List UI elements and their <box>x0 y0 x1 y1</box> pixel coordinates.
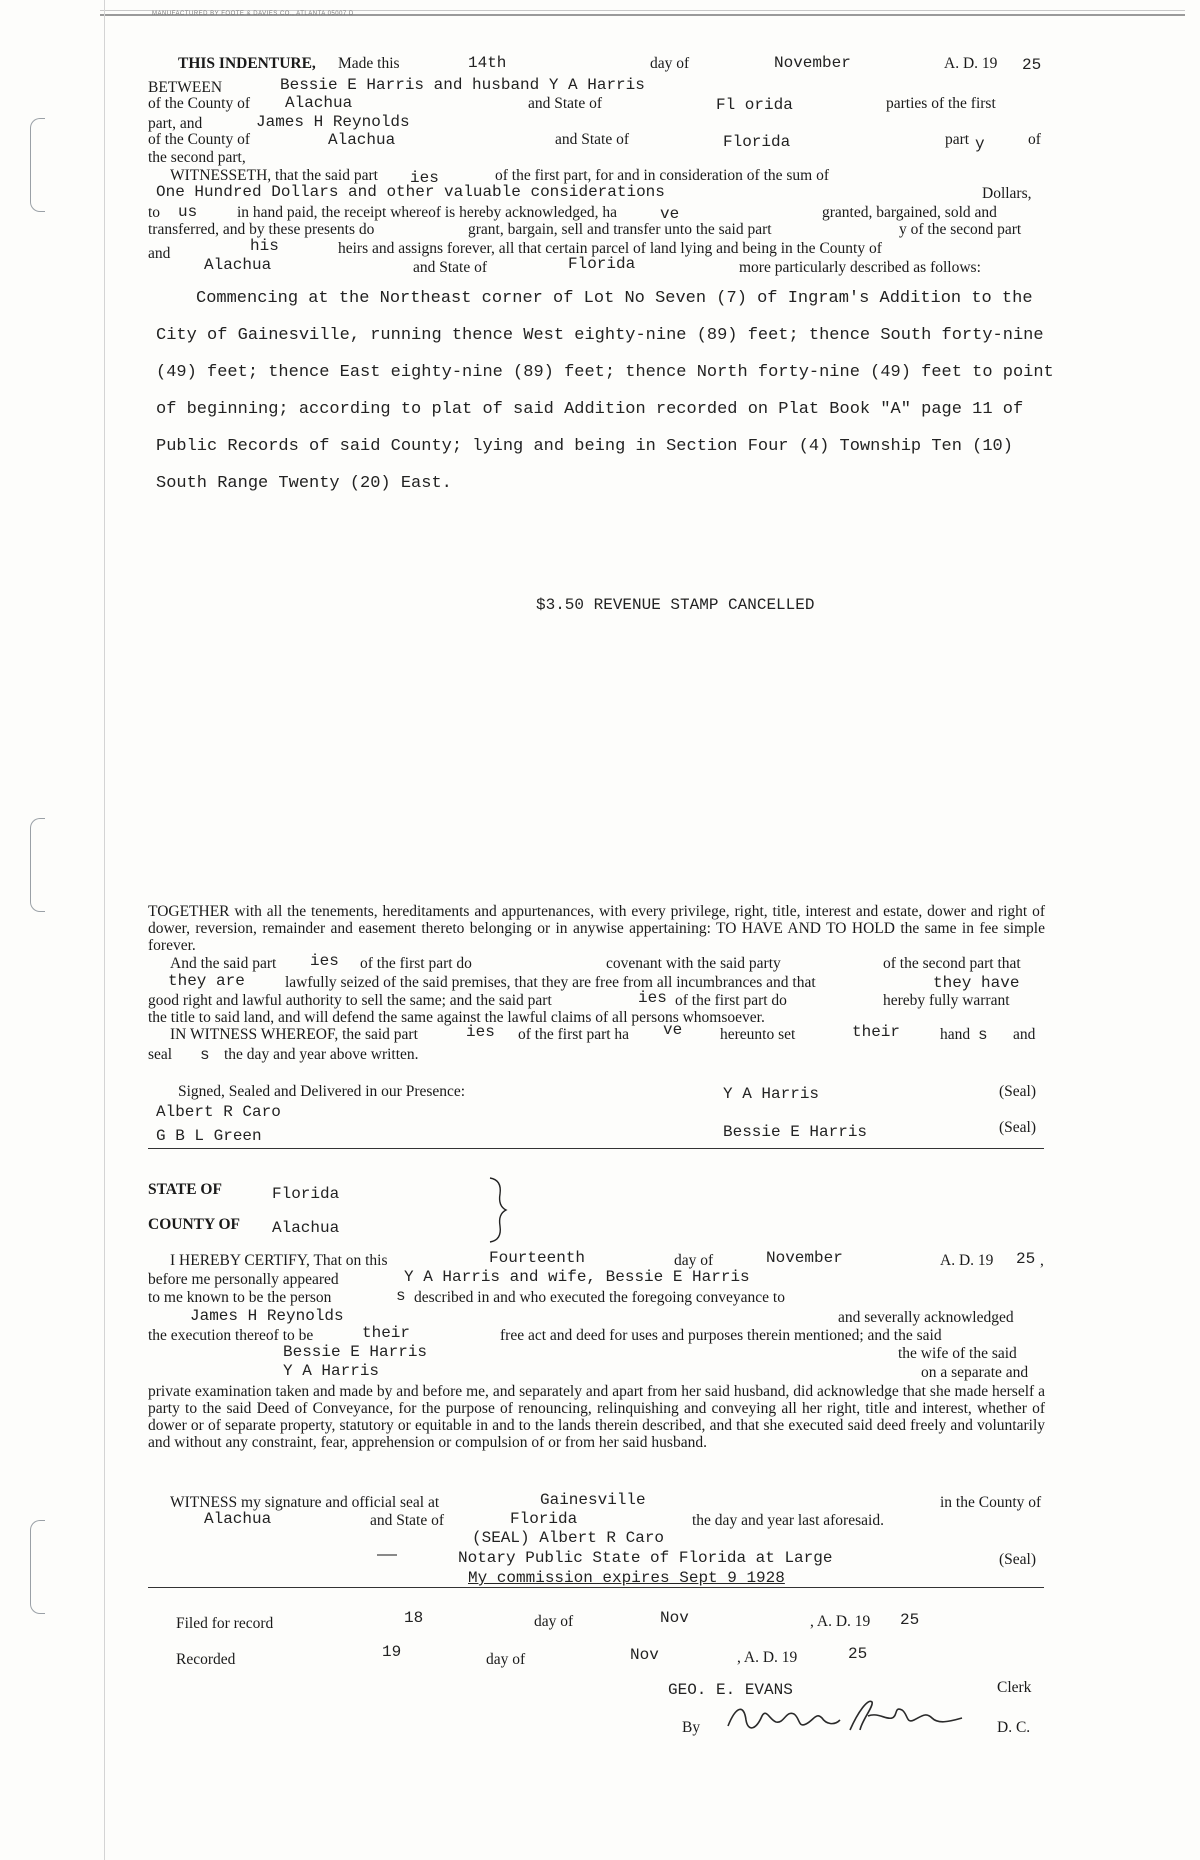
brace-icon <box>488 1176 510 1244</box>
appeared-names: Y A Harris and wife, Bessie E Harris <box>404 1268 750 1286</box>
witness-2: G B L Green <box>156 1127 262 1145</box>
made-this-label: Made this <box>338 55 400 72</box>
covenant-line1-ies: ies <box>310 952 339 970</box>
to-whom: us <box>178 203 198 221</box>
filed-month: Nov <box>660 1609 689 1627</box>
part-and-label: part, and <box>148 115 203 132</box>
covenant-line3-ies: ies <box>638 989 667 1007</box>
their-word: their <box>852 1023 901 1041</box>
and-state-label: and State of <box>528 95 603 112</box>
recorded-ad: , A. D. 19 <box>737 1649 798 1666</box>
signer-1: Y A Harris <box>723 1085 820 1103</box>
his-word: his <box>250 237 279 255</box>
witness-state: Florida <box>510 1510 578 1528</box>
grantee-state: Florida <box>723 133 791 151</box>
grantee-county: Alachua <box>328 131 396 149</box>
witness-signature-label: WITNESS my signature and official seal at <box>170 1494 440 1511</box>
free-act-text: free act and deed for uses and purposes therein mentioned; and the said <box>500 1327 942 1344</box>
witness-county: Alachua <box>204 1510 272 1528</box>
covenant-line1-c: covenant with the said party <box>606 955 781 972</box>
and-label: and <box>148 245 171 262</box>
witness-whereof-b: of the first part ha <box>518 1026 630 1043</box>
recorded-label: Recorded <box>176 1651 236 1668</box>
covenant-line3-b: of the first part do <box>675 992 787 1009</box>
covenant-line3-c: hereby fully warrant <box>883 992 1010 1009</box>
witness-whereof-ies: ies <box>466 1023 495 1041</box>
description-line: City of Gainesville, running thence West eighty-nine (89) feet; thence South forty-nine <box>156 326 1044 345</box>
covenant-line1-d: of the second part that <box>883 955 1021 972</box>
party-suffix: y <box>975 135 985 153</box>
grantor-names: Bessie E Harris and husband Y A Harris <box>280 76 645 94</box>
wife-name: Bessie E Harris <box>283 1343 428 1361</box>
transferred-text: transferred, and by these presents do <box>148 221 375 238</box>
party-label: part <box>945 131 970 148</box>
notary-title: Notary Public State of Florida at Large <box>458 1549 833 1567</box>
hand-s: s <box>978 1026 988 1044</box>
private-exam-text: private examination taken and made by and before me, and separately and apart from her said husband, did acknowledge that she made herself a party to the said Deed of Conveyance, for the purpose of renouncing, relinquishing and conveying all her right, title and interest, whether of dower or of separate property, statutory or equitable in and to the lands therein described, and that she executed said deed freely and voluntarily and without any constraint, fear, apprehension or compulsion of or from her said husband. <box>148 1383 1045 1451</box>
have-suffix: ve <box>660 205 680 223</box>
manufacturer-imprint: MANUFACTURED BY FOOTE & DAVIES CO., ATLANTA 05007 D <box>152 11 354 17</box>
ack-grantee: James H Reynolds <box>190 1307 344 1325</box>
covenant-line1-a: And the said part <box>170 955 277 972</box>
state-of-label: STATE OF <box>148 1181 222 1198</box>
filed-day-of: day of <box>534 1613 574 1630</box>
and-state-label-2: and State of <box>555 131 630 148</box>
description-line: (49) feet; thence East eighty-nine (89) feet; thence North forty-nine (49) feet to point <box>156 363 1054 382</box>
land-county: Alachua <box>204 256 272 274</box>
ad-label: A. D. 19 <box>944 55 998 72</box>
grant-text: grant, bargain, sell and transfer unto the said part <box>468 221 772 238</box>
they-are: they are <box>168 972 245 990</box>
in-county-label: in the County of <box>940 1494 1042 1511</box>
together-clause: TOGETHER with all the tenements, hereditaments and appurtenances, with every privilege, right, title, interest and estate, dower and right of dower, reversion, remainder and easement thereto belonging or in anywise appertaining: TO HAVE AND TO HOLD the same in fee simple forever. <box>148 903 1045 954</box>
notary-seal-mark: (Seal) <box>999 1551 1037 1568</box>
filed-label: Filed for record <box>176 1615 274 1632</box>
revenue-stamp-note: $3.50 REVENUE STAMP CANCELLED <box>536 596 815 614</box>
covenant-line3-a: good right and lawful authority to sell the same; and the said part <box>148 992 552 1009</box>
day-of-label: day of <box>650 55 690 72</box>
ack-county: Alachua <box>272 1219 340 1237</box>
wife-of-label: the wife of the said <box>898 1345 1017 1362</box>
appeared-label: before me personally appeared <box>148 1271 339 1288</box>
description-line: South Range Twenty (20) East. <box>156 474 452 493</box>
certify-label: I HEREBY CERTIFY, That on this <box>170 1252 388 1269</box>
grantor-county: Alachua <box>285 94 353 112</box>
notary-seal-name: (SEAL) Albert R Caro <box>472 1529 665 1547</box>
last-aforesaid-label: the day and year last aforesaid. <box>692 1512 884 1529</box>
description-line: of beginning; according to plat of said Addition recorded on Plat Book "A" page 11 of <box>156 400 1024 419</box>
description-line: Commencing at the Northeast corner of Lot No Seven (7) of Ingram's Addition to the <box>196 289 1033 308</box>
witnesseth-label: WITNESSETH, that the said part <box>170 167 378 184</box>
deed-title: THIS INDENTURE, <box>178 55 316 72</box>
binder-ring-mark-top <box>30 118 45 212</box>
consideration-sum: One Hundred Dollars and other valuable considerations <box>156 183 665 201</box>
heirs-text: heirs and assigns forever, all that certain parcel of land lying and being in the County of <box>338 240 882 257</box>
ack-comma: , <box>1040 1252 1044 1269</box>
hand-label: hand <box>940 1026 971 1043</box>
deputy-clerk-signature <box>722 1690 972 1740</box>
known-label-a: to me known to be the person <box>148 1289 332 1306</box>
to-label: to <box>148 204 161 221</box>
ack-their: their <box>362 1324 411 1342</box>
ack-day-of: day of <box>674 1252 714 1269</box>
between-label: BETWEEN <box>148 79 223 96</box>
of-county-label: of the County of <box>148 95 251 112</box>
parties-first-label: parties of the first <box>886 95 996 112</box>
seal-label: seal <box>148 1046 173 1063</box>
ack-state: Florida <box>272 1185 340 1203</box>
dollars-label: Dollars, <box>982 185 1032 202</box>
receipt-text: in hand paid, the receipt whereof is hereby acknowledged, ha <box>237 204 618 221</box>
parties-suffix: ies <box>410 169 439 187</box>
recorded-year: 25 <box>848 1645 868 1663</box>
known-s: s <box>396 1287 406 1305</box>
consideration-text: of the first part, for and in consideration of the sum of <box>495 167 830 184</box>
binder-ring-mark-bottom <box>30 1520 45 1614</box>
and-label-2: and <box>1013 1026 1036 1043</box>
witness-1: Albert R Caro <box>156 1103 281 1121</box>
binder-ring-mark-middle <box>30 818 45 912</box>
ack-ad: A. D. 19 <box>940 1252 994 1269</box>
seal-s: s <box>200 1046 210 1064</box>
by-label: By <box>682 1719 701 1736</box>
described-label: more particularly described as follows: <box>739 259 981 276</box>
clerk-label: Clerk <box>997 1679 1032 1696</box>
witness-whereof-a: IN WITNESS WHEREOF, the said part <box>170 1026 418 1043</box>
deed-month: November <box>774 54 851 72</box>
seal-rest: the day and year above written. <box>224 1046 419 1063</box>
known-label-b: described in and who executed the foregoing conveyance to <box>414 1289 785 1306</box>
filed-year: 25 <box>900 1611 920 1629</box>
seal-mark-2: (Seal) <box>999 1119 1037 1136</box>
recorded-month: Nov <box>630 1646 659 1664</box>
recorded-day-of: day of <box>486 1651 526 1668</box>
signature-divider <box>148 1148 1044 1149</box>
commission-expiry: My commission expires Sept 9 1928 <box>468 1569 785 1587</box>
grantor-state: Fl orida <box>716 96 793 114</box>
land-and-state: and State of <box>413 259 488 276</box>
second-part-label: the second part, <box>148 149 246 166</box>
recorded-day: 19 <box>382 1643 402 1661</box>
filed-day: 18 <box>404 1609 424 1627</box>
witness-whereof-ve: ve <box>663 1021 683 1039</box>
deed-year: 25 <box>1022 56 1042 74</box>
description-line: Public Records of said County; lying and being in Section Four (4) Township Ten (10) <box>156 437 1013 456</box>
severally-label: and severally acknowledged <box>838 1309 1014 1326</box>
deputy-clerk-label: D. C. <box>997 1719 1031 1736</box>
ack-year: 25 <box>1016 1250 1036 1268</box>
separate-label: on a separate and <box>921 1364 1029 1381</box>
seal-mark-1: (Seal) <box>999 1083 1037 1100</box>
dash-mark <box>376 1553 398 1557</box>
ack-day: Fourteenth <box>489 1249 586 1267</box>
witness-city: Gainesville <box>540 1491 646 1509</box>
covenant-line4: the title to said land, and will defend the same against the lawful claims of all persons whomsoever. <box>148 1009 765 1026</box>
grant-suffix: y of the second part <box>899 221 1022 238</box>
filed-ad: , A. D. 19 <box>810 1613 871 1630</box>
county-of-label: COUNTY OF <box>148 1216 240 1233</box>
they-have: they have <box>933 974 1020 992</box>
granted-text: granted, bargained, sold and <box>822 204 997 221</box>
notary-divider <box>148 1587 1044 1588</box>
of-county-label-2: of the County of <box>148 131 251 148</box>
covenant-line2: lawfully seized of the said premises, that they are free from all incumbrances and that <box>285 974 816 991</box>
witness-whereof-c: hereunto set <box>720 1026 796 1043</box>
witness-and-state: and State of <box>370 1512 445 1529</box>
land-state: Florida <box>568 255 636 273</box>
of-label: of <box>1028 131 1041 148</box>
execution-label: the execution thereof to be <box>148 1327 314 1344</box>
grantee-name: James H Reynolds <box>256 113 410 131</box>
ack-month: November <box>766 1249 843 1267</box>
signer-2: Bessie E Harris <box>723 1123 868 1141</box>
clerk-name: GEO. E. EVANS <box>668 1681 793 1699</box>
covenant-line1-b: of the first part do <box>360 955 472 972</box>
left-margin-rule <box>104 0 105 1860</box>
husband-name: Y A Harris <box>283 1362 380 1380</box>
deed-day: 14th <box>468 54 507 72</box>
presence-label: Signed, Sealed and Delivered in our Presence: <box>178 1083 466 1100</box>
